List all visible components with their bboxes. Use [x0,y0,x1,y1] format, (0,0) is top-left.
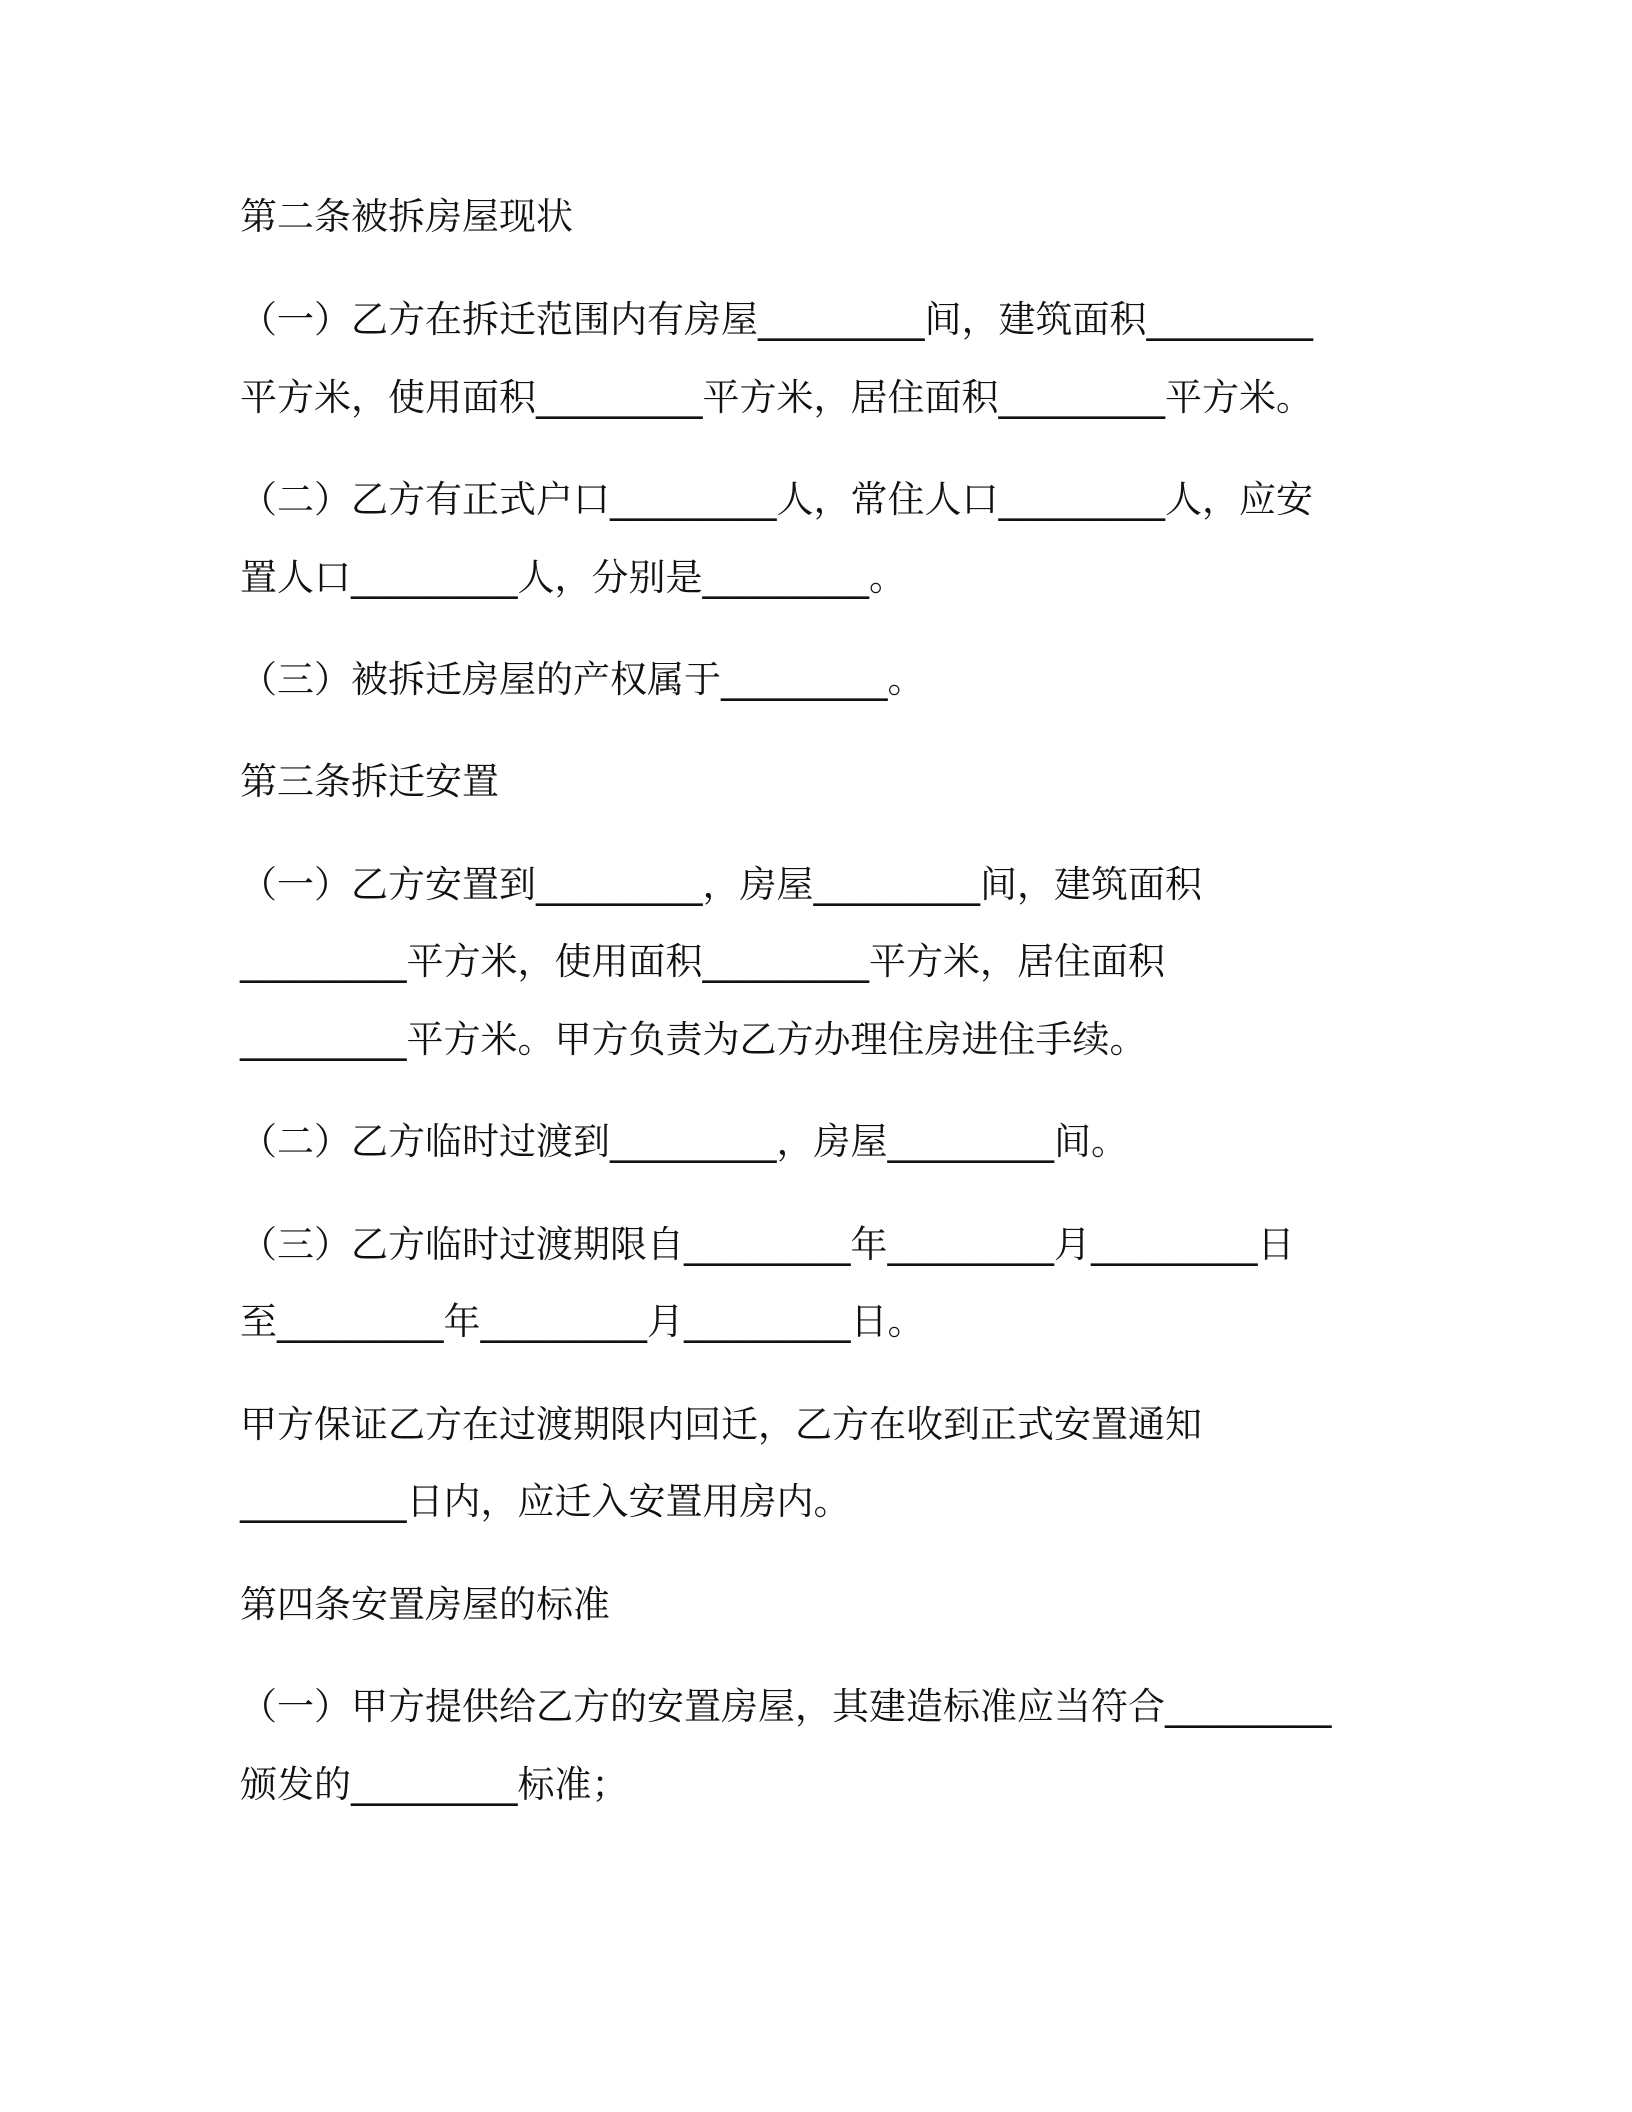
paragraph-line: 平方米，使用面积_________平方米，居住面积_________平方米。 [240,376,1313,419]
paragraph-line: （三）被拆迁房屋的产权属于_________。 [240,658,925,701]
paragraph-line: （二）乙方临时过渡到_________，房屋_________间。 [240,1120,1128,1163]
paragraph-line: （二）乙方有正式户口_________人，常住人口_________人，应安 [240,478,1313,521]
paragraph-line: 颁发的_________标准； [240,1763,629,1806]
paragraph-line: _________平方米，使用面积_________平方米，居住面积 [240,940,1165,983]
paragraph-line: 置人口_________人，分别是_________。 [240,556,906,599]
paragraph-line: （一）乙方在拆迁范围内有房屋_________间，建筑面积_________ [240,298,1313,341]
section-heading-article-2: 第二条被拆房屋现状 [240,195,573,238]
paragraph-line: 甲方保证乙方在过渡期限内回迁，乙方在收到正式安置通知 [240,1403,1202,1446]
paragraph-line: 至_________年_________月_________日。 [240,1300,925,1343]
paragraph-line: （一）甲方提供给乙方的安置房屋，其建造标准应当符合_________ [240,1685,1332,1728]
paragraph-line: _________平方米。甲方负责为乙方办理住房进住手续。 [240,1018,1147,1061]
section-heading-article-4: 第四条安置房屋的标准 [240,1583,610,1626]
paragraph-line: （三）乙方临时过渡期限自_________年_________月_________日 [240,1223,1295,1266]
paragraph-line: _________日内，应迁入安置用房内。 [240,1480,851,1523]
paragraph-line: （一）乙方安置到_________，房屋_________间，建筑面积 [240,863,1202,906]
section-heading-article-3: 第三条拆迁安置 [240,760,499,803]
